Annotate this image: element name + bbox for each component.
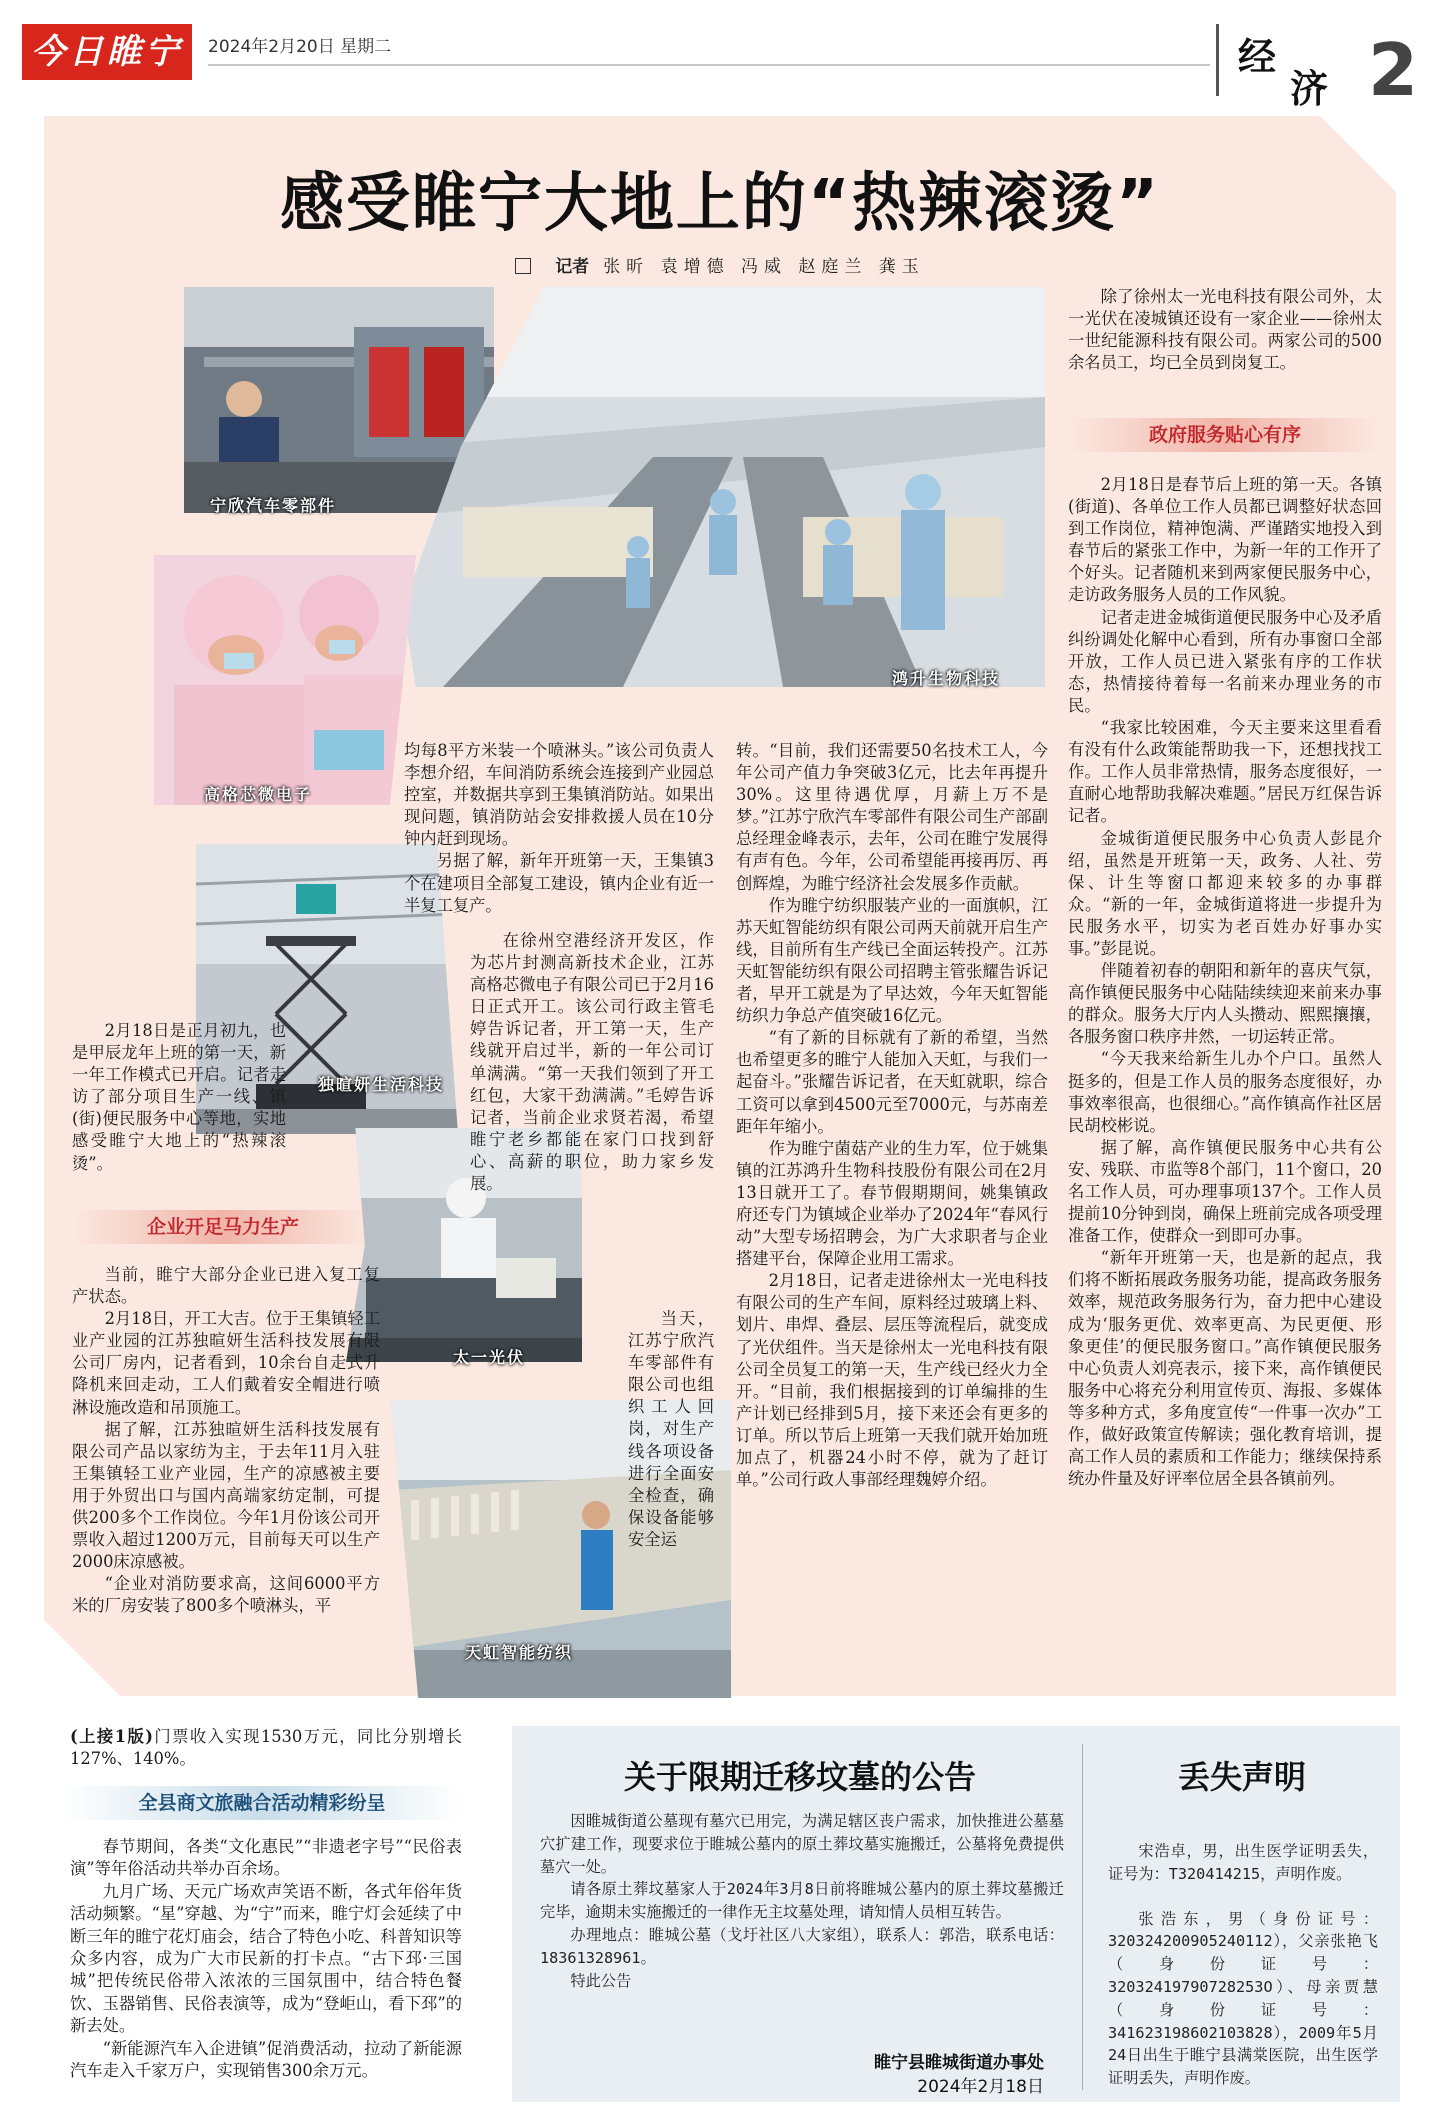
- subhead-enterprise: 企业开足马力生产: [72, 1210, 374, 1244]
- notice-date: 2024年2月18日: [917, 2077, 1044, 2097]
- header-rule: [208, 64, 1210, 66]
- continued-lead: (上接1版)门票收入实现1530万元，同比分别增长127%、140%。: [70, 1727, 462, 1769]
- issue-date: 2024年2月20日 星期二: [208, 37, 392, 57]
- caption-tianhong: 天虹智能纺织: [465, 1643, 574, 1662]
- section-name-2: 济: [1290, 66, 1329, 111]
- caption-taiyi: 太一光伏: [453, 1348, 526, 1367]
- intro-paragraph: 2月18日是正月初九，也是甲辰龙年上班的第一天，新一年工作模式已开启。记者走访了部分项目生产一线、镇(街)便民服务中心等地，实地感受睢宁大地上的“热辣滚烫”。: [72, 1021, 286, 1173]
- caption-gaoge: 高格芯微电子: [204, 785, 313, 804]
- photo-gaoge: [154, 555, 416, 805]
- column-2-top: 均每8平方米装一个喷淋头。”该公司负责人李想介绍，车间消防系统会连接到产业园总控室，并数据共享到王集镇消防站。如果出现问题，镇消防站会安排救援人员在10分钟内赶到现场。 另据了解，新年开班第一天，王集镇3个在建项目全部复工建设，镇内企业有近一半复工复产。: [404, 741, 714, 915]
- notice-title: 关于限期迁移坟墓的公告: [623, 1758, 976, 1796]
- subhead-government: 政府服务贴心有序: [1068, 418, 1382, 452]
- header-divider: [1216, 24, 1219, 96]
- lost-body: 宋浩卓，男，出生医学证明丢失，证号为：T320414215，声明作废。 张浩东，男（身份证号：320324200905240112），父亲张艳飞（身份证号：32032419790728253O）、母亲贾慧（身份证号：341623198602103828），2009年5月24日出生于睢宁县满棠医院，出生医学证明丢失，声明作废。: [1108, 1842, 1378, 2088]
- lost-title: 丢失声明: [1177, 1758, 1306, 1796]
- article-headline: 感受睢宁大地上的“热辣滚烫”: [279, 167, 1161, 241]
- byline-box-icon: [515, 258, 531, 274]
- masthead-logo: 今日睢宁: [22, 24, 192, 80]
- subhead-culture-tourism: 全县商文旅融合活动精彩纷呈: [62, 1786, 462, 1820]
- column-1-text: 当前，睢宁大部分企业已进入复工复产状态。 2月18日，开工大吉。位于王集镇轻工业产业园的江苏独暄妍生活科技发展有限公司厂房内，记者看到，10余台自走式升降机来回走动，工人们戴着安全帽进行喷淋设施改造和吊顶施工。 据了解，江苏独暄妍生活科技发展有限公司产品以家纺为主，于去年11月入驻王集镇轻工业产业园，生产的凉感被主要用于外贸出口与国内高端家纺定制，可提供200多个工作岗位。今年1月份该公司开票收入超过1200万元，目前每天可以生产2000床凉感被。 “企业对消防要求高，这间6000平方米的厂房安装了800多个喷淋头，平: [72, 1265, 380, 1616]
- caption-jisheng: 鸿升生物科技: [892, 669, 1001, 688]
- column-4-top: 除了徐州太一光电科技有限公司外，太一光伏在凌城镇还设有一家企业——徐州太一世纪能源科技有限公司。两家公司的500余名员工，均已全员到岗复工。: [1068, 287, 1382, 373]
- section-name-1: 经: [1238, 34, 1277, 79]
- photo-ningxin: [184, 287, 494, 513]
- continued-text: 春节期间，各类“文化惠民”“非遗老字号”“民俗表演”等年俗活动共举办百余场。 九月广场、天元广场欢声笑语不断，各式年俗年货活动频繁。“星”穿越、为“宁”而来，睢宁灯会延续了中断三年的睢宁花灯庙会，结合了特色小吃、科普知识等众多内容，成为广大市民新的打卡点。“古下邳·三国城”把传统民俗带入浓浓的三国氛围中，结合特色餐饮、玉器销售、民俗表演等，成为“登岠山，看下邳”的新去处。 “新能源汽车入企进镇”促消费活动，拉动了新能源汽车走入千家万户，实现销售300余万元。: [70, 1837, 462, 2081]
- notice-signer: 睢宁县睢城街道办事处: [874, 2053, 1044, 2073]
- byline: [44, 252, 1396, 277]
- caption-duxuan: 独暄妍生活科技: [318, 1075, 445, 1094]
- column-3-text: 转。“目前，我们还需要50名技术工人，今年公司产值力争突破3亿元，比去年再提升30%。这里待遇优厚，月薪上万不是梦。”江苏宁欣汽车零部件有限公司生产部副总经理金峰表示，去年，公司在睢宁发展得有声有色。今年，公司希望能再接再厉、再创辉煌，为睢宁经济社会发展多作贡献。 作为睢宁纺织服装产业的一面旗帜，江苏天虹智能纺织有限公司两天前就开启生产线，目前所有生产线已全面运转投产。江苏天虹智能纺织有限公司招聘主管张耀告诉记者，早开工就是为了早达效，今年天虹智能纺织力争总产值突破16亿元。 “有了新的目标就有了新的希望，当然也希望更多的睢宁人能加入天虹，与我们一起奋斗。”张耀告诉记者，在天虹就职，综合工资可以拿到4500元至7000元，与苏南差距年年缩小。 作为睢宁菌菇产业的生力军，位于姚集镇的江苏鸿升生物科技股份有限公司在2月13日就开工了。春节假期期间，姚集镇政府还专门为镇域企业举办了2024年“春风行动”大型专场招聘会，为广大求职者与企业搭建平台，保障企业用工需求。 2月18日，记者走进徐州太一光电科技有限公司的生产车间，原料经过玻璃上料、划片、串焊、叠层、层压等流程后，就变成了光伏组件。当天是徐州太一光电科技有限公司全员复工的第一天，生产线已经火力全开。“目前，我们根据接到的订单编排的生产计划已经排到5月，接下来还会有更多的订单。所以节后上班第一天我们就开始加班加点了，机器24小时不停，就为了赶订单。”公司行政人事部经理魏婷介绍。: [736, 741, 1048, 1490]
- column-2-mid: 在徐州空港经济开发区，作为芯片封测高新技术企业，江苏高格芯微电子有限公司已于2月16日正式开工。该公司行政主管毛婷告诉记者，开工第一天，生产线就开启过半，新的一年公司订单满满。“第一天我们领到了开工红包，大家干劲满满。”毛婷告诉记者，当前企业求贤若渴，希望睢宁老乡都能在家门口找到舒心、高薪的职位，助力家乡发展。: [470, 931, 714, 1194]
- column-4-text: 2月18日是春节后上班的第一天。各镇(街道)、各单位工作人员都已调整好状态回到工作岗位，精神饱满、严谨踏实地投入到春节后的紧张工作中，为新一年的工作开了个好头。记者随机来到两家便民服务中心，走访政务服务人员的工作风貌。 记者走进金城街道便民服务中心及矛盾纠纷调处化解中心看到，所有办事窗口全部开放，工作人员已进入紧张有序的工作状态，热情接待着每一名前来办理业务的市民。 “我家比较困难，今天主要来这里看看有没有什么政策能帮助我一下，还想找找工作。工作人员非常热情，服务态度很好，一直耐心地帮助我解决难题。”居民万红保告诉记者。 金城街道便民服务中心负责人彭昆介绍，虽然是开班第一天，政务、人社、劳保、计生等窗口都迎来较多的办事群众。“新的一年，金城街道将进一步提升为民服务水平，切实为老百姓办好事办实事。”彭昆说。 伴随着初春的朝阳和新年的喜庆气氛，高作镇便民服务中心陆陆续续迎来前来办事的群众。服务大厅内人头攒动、熙熙攘攘，各服务窗口秩序井然，一切运转正常。 “今天我来给新生儿办个户口。虽然人挺多的，但是工作人员的服务态度很好，办事效率很高，也很细心。”高作镇高作社区居民胡校彬说。 据了解，高作镇便民服务中心共有公安、残联、市监等8个部门，11个窗口，20名工作人员，可办理事项137个。工作人员提前10分钟到岗，确保上班前完成各项受理准备工作，使群众一到即可办事。 “新年开班第一天，也是新的起点，我们将不断拓展政务服务功能，提高政务服务效率，规范政务服务行为，奋力把中心建设成为‘服务更优、效率更高、为民更便、形象更佳’的便民服务窗口。”高作镇便民服务中心负责人刘亮表示，接下来，高作镇便民服务中心将充分利用宣传页、海报、多媒体等多种方式，多角度宣传“一件事一次办”工作，做好政策宣传解读；强化教育培训，提高工作人员的素质和工作能力；继续保持系统办件量及好评率位居全县各镇前列。: [1068, 475, 1382, 1489]
- notice-body: 因睢城街道公墓现有墓穴已用完，为满足辖区丧户需求，加快推进公墓墓穴扩建工作，现要求位于睢城公墓内的原土葬坟墓实施搬迁，公墓将免费提供墓穴一处。 请各原土葬坟墓家人于2024年3月8日前将睢城公墓内的原土葬坟墓搬迁完毕，逾期未实施搬迁的一律作无主坟墓处理，请知情人员相互转告。 办理地点：睢城公墓（戈圩社区八大家组），联系人：郭浩，联系电话：18361328961。 特此公告: [540, 1812, 1064, 1990]
- notice-divider: [1082, 1744, 1083, 2090]
- column-2-narrow: 当天，江苏宁欣汽车零部件有限公司也组织工人回岗，对生产线各项设备进行全面安全检查，确保设备能够安全运: [628, 1309, 714, 1549]
- caption-ningxin: 宁欣汽车零部件: [210, 496, 337, 515]
- byline-role: 记者: [555, 257, 590, 277]
- continued-tag: (上接1版): [70, 1727, 153, 1746]
- page-number: 2: [1368, 28, 1419, 112]
- byline-names: 张昕 袁增德 冯威 赵庭兰 龚玉: [603, 257, 925, 277]
